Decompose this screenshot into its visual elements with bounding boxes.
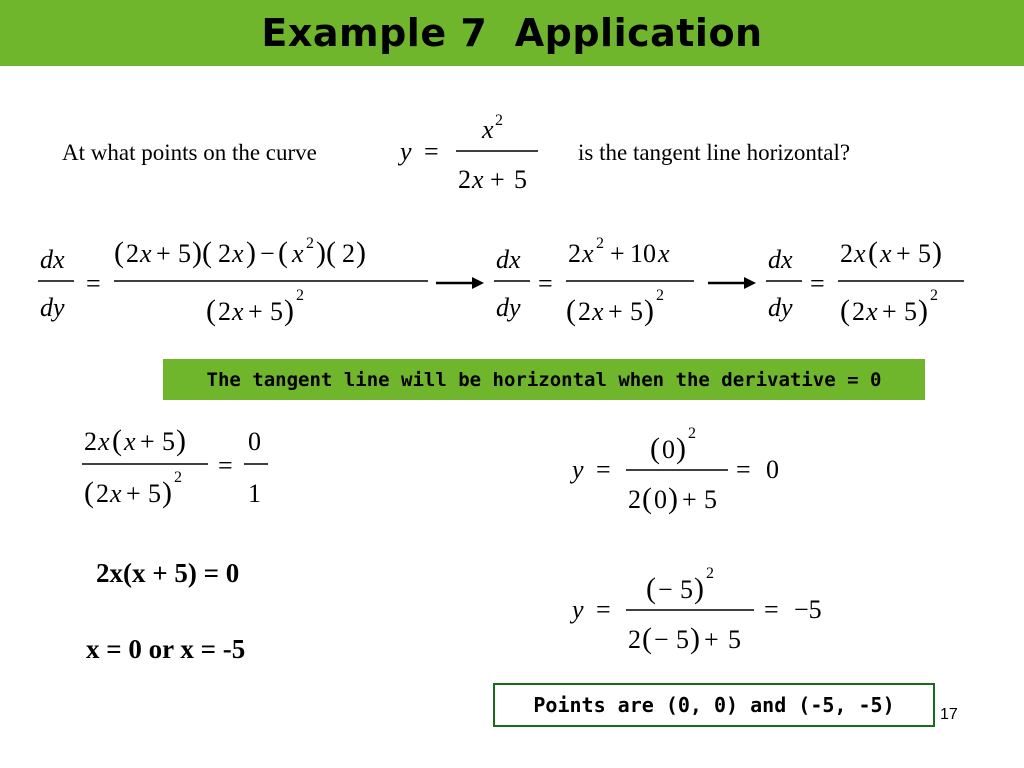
svg-text:2: 2 [578, 297, 591, 326]
svg-text:2: 2 [84, 427, 97, 456]
svg-text:2: 2 [568, 239, 581, 268]
svg-text:(: ( [566, 294, 576, 327]
svg-text:=: = [736, 455, 751, 484]
svg-text:x: x [110, 479, 122, 508]
svg-text:5: 5 [270, 297, 283, 326]
svg-text:5: 5 [904, 297, 917, 326]
answer-text: Points are (0, 0) and (-5, -5) [533, 693, 895, 717]
svg-text:dy: dy [768, 293, 793, 322]
svg-text:2: 2 [840, 239, 853, 268]
svg-text:x: x [232, 297, 244, 326]
svg-text:(: ( [840, 294, 850, 327]
svg-text:5: 5 [918, 239, 931, 268]
svg-text:+: + [140, 427, 155, 456]
svg-text:2: 2 [628, 485, 641, 514]
svg-text:x: x [582, 239, 594, 268]
derivative-step-2 [494, 228, 704, 343]
roots-equation-text: x = 0 or x = -5 [86, 634, 246, 664]
question-suffix: is the tangent line horizontal? [578, 140, 851, 165]
svg-text:−: − [654, 625, 669, 654]
svg-text:+: + [490, 165, 505, 194]
svg-text:): ) [932, 236, 942, 269]
svg-text:y: y [572, 595, 584, 624]
svg-text:x: x [124, 427, 136, 456]
svg-text:=: = [810, 269, 825, 298]
svg-text:=: = [424, 137, 439, 166]
svg-text:+: + [156, 239, 171, 268]
svg-text:=: = [538, 269, 553, 298]
svg-text:+: + [704, 625, 719, 654]
roots-equation [86, 634, 245, 665]
svg-text:2: 2 [342, 239, 355, 268]
svg-text:0: 0 [654, 485, 667, 514]
svg-text:=: = [86, 269, 101, 298]
svg-text:2: 2 [656, 287, 664, 304]
svg-text:): ) [676, 432, 686, 465]
svg-text:2: 2 [596, 235, 604, 252]
svg-text:5: 5 [514, 165, 527, 194]
svg-text:x: x [482, 115, 494, 144]
y-at-zero [570, 424, 800, 529]
svg-text:(: ( [868, 236, 878, 269]
svg-text:10: 10 [630, 239, 656, 268]
svg-text:(: ( [84, 476, 94, 509]
svg-text:=: = [596, 455, 611, 484]
svg-text:5: 5 [676, 625, 689, 654]
svg-text:dy: dy [496, 293, 521, 322]
question-equation [398, 110, 548, 205]
svg-text:(: ( [206, 294, 216, 327]
svg-text:): ) [694, 572, 704, 605]
svg-text:): ) [246, 236, 256, 269]
title-bar [0, 0, 1024, 66]
svg-text:2: 2 [852, 297, 865, 326]
svg-text:): ) [918, 294, 928, 327]
derivative-step-1 [38, 228, 438, 343]
svg-text:x: x [472, 165, 484, 194]
svg-text:2: 2 [495, 112, 503, 129]
derivative-equals-zero [82, 418, 282, 523]
svg-text:1: 1 [248, 479, 261, 508]
svg-text:y: y [572, 455, 584, 484]
svg-text:+: + [608, 297, 623, 326]
svg-text:): ) [690, 622, 700, 655]
slide-title: Example 7 Application [261, 11, 763, 55]
svg-text:5: 5 [704, 485, 717, 514]
svg-text:2: 2 [306, 235, 314, 252]
svg-text:x: x [232, 239, 244, 268]
svg-text:+: + [882, 297, 897, 326]
question-prefix: At what points on the curve [62, 140, 317, 165]
svg-text:=: = [218, 451, 233, 480]
svg-text:2: 2 [218, 239, 231, 268]
svg-text:=: = [596, 595, 611, 624]
svg-text:5: 5 [630, 297, 643, 326]
svg-text:5: 5 [680, 575, 693, 604]
svg-text:x: x [880, 239, 892, 268]
svg-text:(: ( [642, 622, 652, 655]
derivative-step-3 [766, 228, 976, 343]
callout-text: The tangent line will be horizontal when the derivative = 0 [206, 368, 882, 391]
svg-text:(: ( [642, 482, 652, 515]
svg-text:2: 2 [218, 297, 231, 326]
svg-text:dx: dx [40, 245, 65, 274]
svg-text:+: + [248, 297, 263, 326]
svg-text:−5: −5 [794, 595, 822, 624]
svg-text:2: 2 [628, 625, 641, 654]
svg-text:x: x [292, 239, 304, 268]
svg-text:(: ( [112, 424, 122, 457]
svg-text:x: x [866, 297, 878, 326]
svg-text:+: + [896, 239, 911, 268]
svg-text:−: − [260, 239, 275, 268]
factored-equation [96, 558, 239, 589]
svg-text:0: 0 [248, 427, 261, 456]
svg-text:2: 2 [96, 479, 109, 508]
svg-text:): ) [162, 476, 172, 509]
svg-text:0: 0 [766, 455, 779, 484]
arrow-icon [708, 276, 758, 295]
svg-text:5: 5 [148, 479, 161, 508]
svg-text:−: − [658, 575, 673, 604]
svg-text:+: + [126, 479, 141, 508]
svg-text:(: ( [646, 572, 656, 605]
svg-text:2: 2 [126, 239, 139, 268]
svg-text:y: y [400, 137, 412, 166]
answer-box [493, 683, 935, 727]
y-at-neg-five [570, 564, 840, 669]
svg-text:x: x [592, 297, 604, 326]
page-number: 17 [940, 706, 958, 723]
svg-text:(: ( [650, 432, 660, 465]
svg-text:)(: )( [316, 236, 336, 269]
svg-text:): ) [284, 294, 294, 327]
arrow-icon [436, 276, 486, 295]
svg-text:5: 5 [728, 625, 741, 654]
svg-text:x: x [140, 239, 152, 268]
svg-text:2: 2 [174, 469, 182, 486]
svg-text:+: + [682, 485, 697, 514]
callout-banner [163, 359, 925, 400]
svg-text:): ) [176, 424, 186, 457]
svg-text:2: 2 [688, 425, 696, 442]
svg-text:(: ( [278, 236, 288, 269]
svg-text:): ) [356, 236, 366, 269]
svg-text:dx: dx [768, 245, 793, 274]
svg-text:2: 2 [458, 165, 471, 194]
svg-text:+: + [610, 239, 625, 268]
svg-text:5: 5 [162, 427, 175, 456]
svg-text:): ) [668, 482, 678, 515]
svg-text:): ) [644, 294, 654, 327]
svg-text:dx: dx [496, 245, 521, 274]
svg-text:2: 2 [930, 287, 938, 304]
svg-text:2: 2 [706, 565, 714, 582]
factored-equation-text: 2x(x + 5) = 0 [96, 558, 240, 588]
svg-text:2: 2 [296, 287, 304, 304]
svg-text:x: x [854, 239, 866, 268]
svg-text:)(: )( [192, 236, 212, 269]
svg-text:5: 5 [178, 239, 191, 268]
svg-text:x: x [658, 239, 670, 268]
svg-text:x: x [98, 427, 110, 456]
svg-text:(: ( [114, 236, 124, 269]
svg-text:0: 0 [662, 435, 675, 464]
svg-text:dy: dy [40, 293, 65, 322]
svg-text:=: = [764, 595, 779, 624]
